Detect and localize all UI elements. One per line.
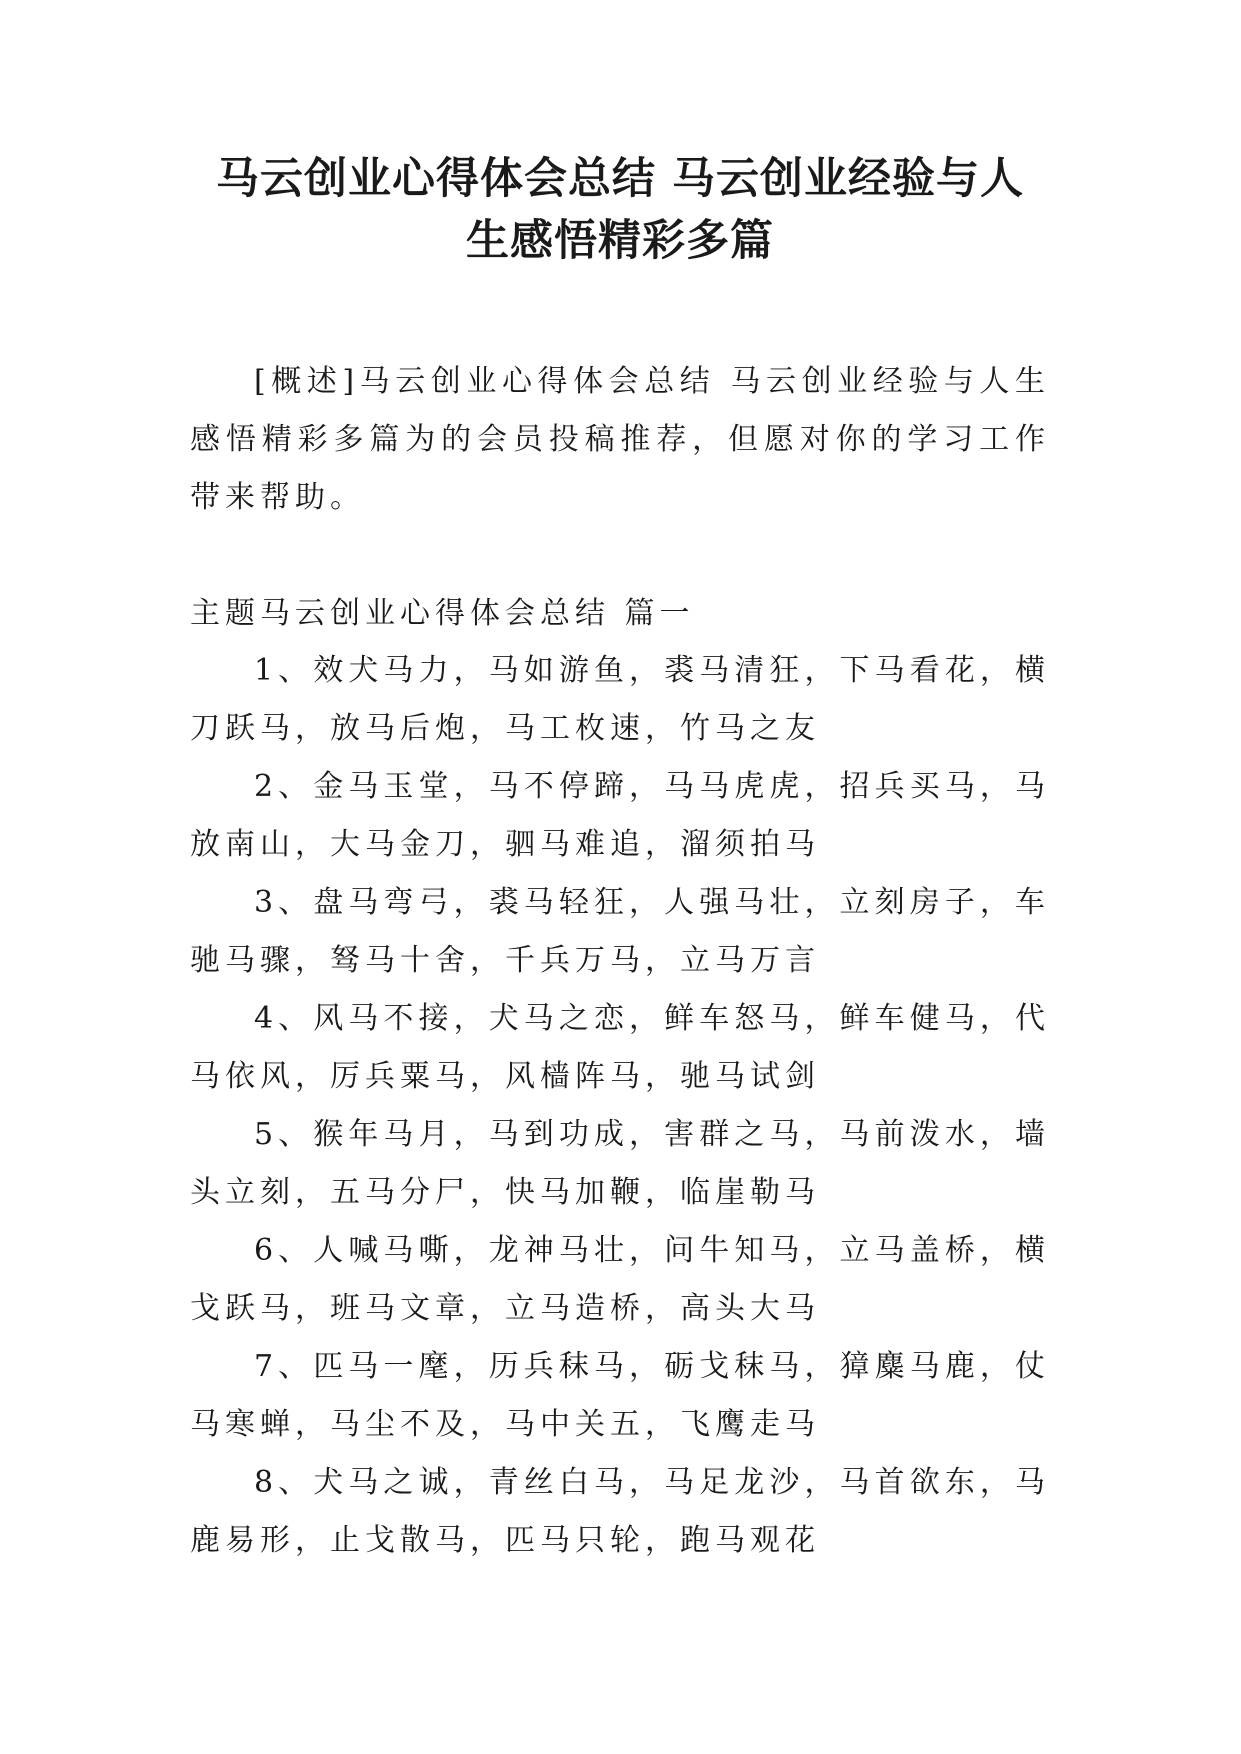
title-line-1: 马云创业心得体会总结 马云创业经验与人: [216, 154, 1024, 204]
list-item: 7、匹马一麾，历兵秣马，砺戈秣马，獐麋马鹿，仗马寒蝉，马尘不及，马中关五，飞鹰走马: [190, 1349, 1050, 1442]
list-item: 1、效犬马力，马如游鱼，裘马清狂，下马看花，横刀跃马，放马后炮，马工枚速，竹马之友: [190, 653, 1050, 746]
title-line-2: 生感悟精彩多篇: [466, 216, 774, 266]
summary-paragraph: [概述]马云创业心得体会总结 马云创业经验与人生感悟精彩多篇为的会员投稿推荐，但愿对你的学习工作带来帮助。: [190, 364, 1050, 515]
section-heading: 主题马云创业心得体会总结 篇一: [190, 596, 695, 631]
list-item: 2、金马玉堂，马不停蹄，马马虎虎，招兵买马，马放南山，大马金刀，驷马难追，溜须拍马: [190, 769, 1050, 862]
list-item: 6、人喊马嘶，龙神马壮，问牛知马，立马盖桥，横戈跃马，班马文章，立马造桥，高头大马: [190, 1233, 1050, 1326]
document-title: [190, 148, 1050, 272]
list-item: 5、猴年马月，马到功成，害群之马，马前泼水，墙头立刻，五马分尸，快马加鞭，临崖勒马: [190, 1117, 1050, 1210]
idiom-list: [190, 642, 1050, 1570]
list-item: 4、风马不接，犬马之恋，鲜车怒马，鲜车健马，代马依风，厉兵粟马，风樯阵马，驰马试剑: [190, 1001, 1050, 1094]
list-item: 3、盘马弯弓，裘马轻狂，人强马壮，立刻房子，车驰马骤，驽马十舍，千兵万马，立马万言: [190, 885, 1050, 978]
list-item: 8、犬马之诚，青丝白马，马足龙沙，马首欲东，马鹿易形，止戈散马，匹马只轮，跑马观花: [190, 1465, 1050, 1558]
